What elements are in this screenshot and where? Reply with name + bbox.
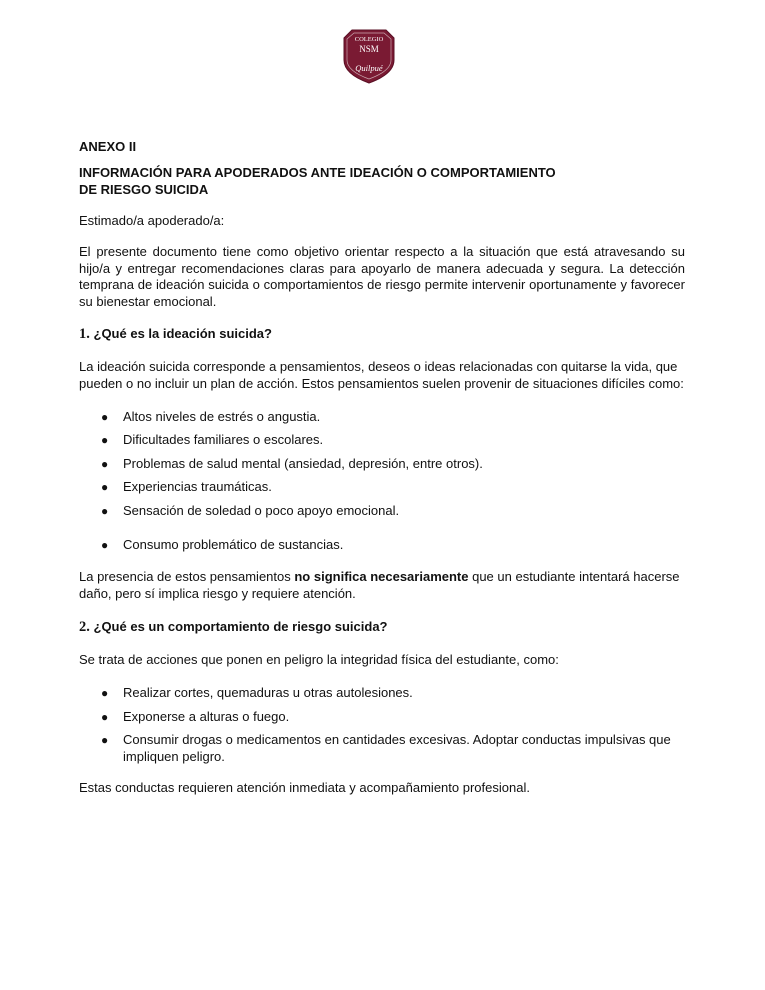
emphasis-text: no significa necesariamente (294, 569, 469, 584)
logo-line2: NSM (359, 44, 379, 54)
section-1-title: ¿Qué es la ideación suicida? (93, 326, 272, 341)
section-2-paragraph: Se trata de acciones que ponen en peligro la integridad física del estudiante, como: (79, 652, 559, 667)
title-line-1: INFORMACIÓN PARA APODERADOS ANTE IDEACIÓN O COMPORTAMIENTO (79, 165, 556, 180)
bullet-icon: ● (101, 457, 109, 471)
title-line-2: DE RIESGO SUICIDA (79, 181, 209, 197)
section-1-number: 1. (79, 326, 90, 342)
bullet-icon: ● (101, 433, 109, 447)
section-2-heading (79, 619, 388, 635)
section-2-title: ¿Qué es un comportamiento de riesgo suicida? (93, 619, 388, 634)
intro-paragraph: El presente documento tiene como objetivo orientar respecto a la situación que está atravesando su hijo/a y entregar recomendaciones claras para apoyarlo de manera adecuada y segura. La detección temprana de ideación suicida o comportamientos de riesgo permite intervenir oportunamente y favorecer su bienestar emocional. (79, 244, 685, 309)
bullet-icon: ● (101, 504, 109, 518)
document-title (79, 165, 639, 198)
section-1-closing: La presencia de estos pensamientos no significa necesariamente que un estudiante intentará hacerse daño, pero sí implica riesgo y requiere atención. (79, 569, 680, 601)
section-1-heading (79, 326, 272, 342)
bullet-icon: ● (101, 733, 109, 747)
annex-label: ANEXO II (79, 139, 137, 154)
bullet-icon: ● (101, 686, 109, 700)
bullet-icon: ● (101, 710, 109, 724)
bullet-icon: ● (101, 538, 109, 552)
school-crest-logo (340, 26, 398, 84)
section-2-number: 2. (79, 619, 90, 635)
greeting: Estimado/a apoderado/a: (79, 213, 225, 228)
logo-line1: COLEGIO (354, 36, 384, 43)
bullet-icon: ● (101, 410, 109, 424)
logo-line3: Quilpué (355, 63, 383, 73)
section-1-paragraph: La ideación suicida corresponde a pensamientos, deseos o ideas relacionadas con quitarse la vida, que pueden o no incluir un plan de acción. Estos pensamientos suelen provenir de situaciones difíciles como: (79, 359, 684, 391)
bullet-icon: ● (101, 480, 109, 494)
section-2-closing: Estas conductas requieren atención inmediata y acompañamiento profesional. (79, 780, 530, 795)
